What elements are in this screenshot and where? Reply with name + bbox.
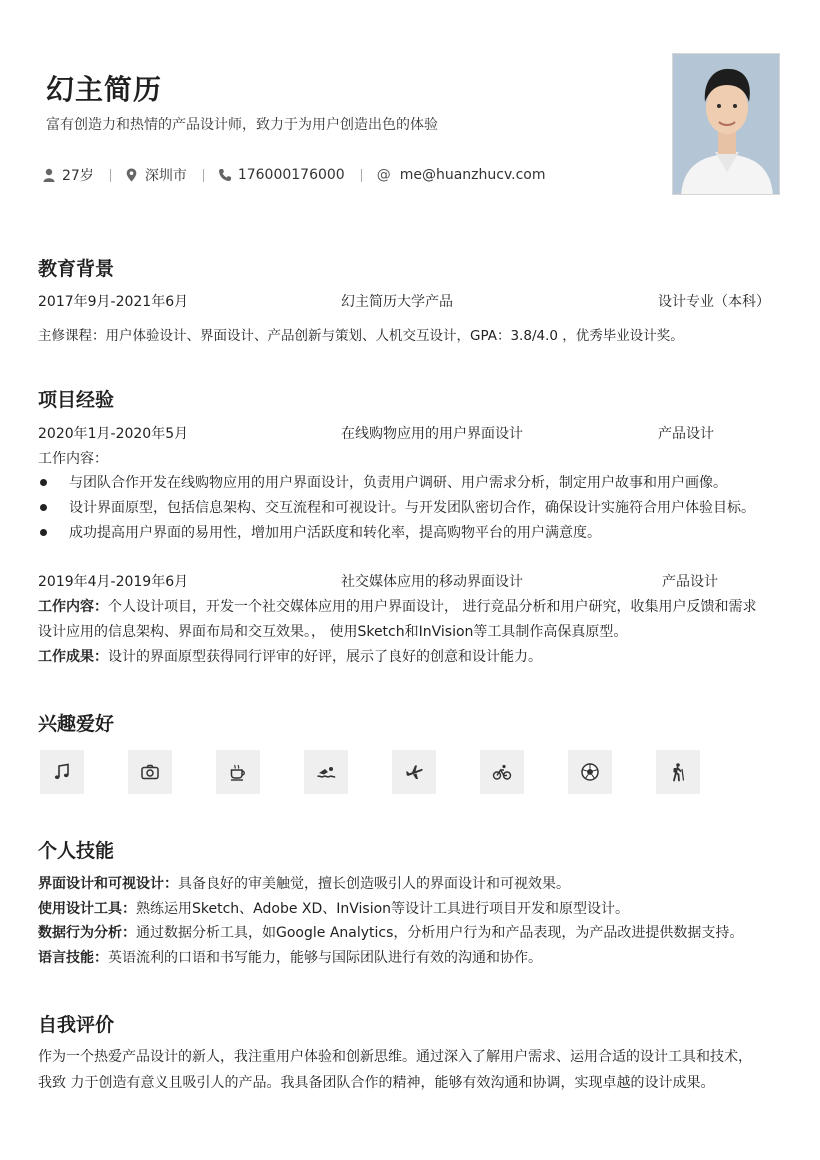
- coffee-icon: [228, 762, 248, 782]
- project2-result: [38, 646, 542, 666]
- education-school: 幻主简历大学产品: [341, 294, 453, 310]
- contact-age: [42, 165, 94, 185]
- contact-phone[interactable]: [218, 167, 345, 183]
- project1-period: 2020年1月-2020年5月: [38, 426, 189, 442]
- project1-work-label: 工作内容：: [38, 451, 108, 467]
- profile-photo: [672, 53, 780, 195]
- location-pin-icon: [125, 168, 139, 182]
- self-eval-text-line2: 我致 力于创造有意义且吸引人的产品。我具备团队合作的精神，能够有效沟通和协调，实现卓越的设计成果。: [38, 1075, 715, 1091]
- phone-icon: [218, 168, 232, 182]
- section-title-self-eval: 自我评价: [38, 1014, 115, 1036]
- divider: [110, 169, 111, 182]
- project1-bullet-text: 与团队合作开发在线购物应用的用户界面设计，负责用户调研、用户需求分析，制定用户故事和用户画像。: [69, 475, 727, 491]
- age-text: 27岁: [62, 168, 94, 184]
- hobby-soccer: [568, 750, 612, 794]
- project1-bullet-text: 设计界面原型，包括信息架构、交互流程和可视设计。与开发团队密切合作，确保设计实施符合用户体验目标。: [69, 500, 755, 516]
- at-icon: @: [376, 167, 391, 183]
- section-title-education: 教育背景: [38, 258, 115, 280]
- skill-item: [38, 898, 629, 918]
- list-item: [38, 497, 755, 517]
- education-major: 设计专业（本科）: [658, 294, 770, 310]
- project2-result-text: 设计的界面原型获得同行评审的好评，展示了良好的创意和设计能力。: [108, 649, 542, 665]
- project1-bullet-text: 成功提高用户界面的易用性，增加用户活跃度和转化率，提高购物平台的用户满意度。: [69, 525, 601, 541]
- skill-label: 数据行为分析：: [38, 925, 136, 941]
- soccer-icon: [580, 762, 600, 782]
- divider: [361, 169, 362, 182]
- contact-city: [125, 165, 187, 185]
- divider: [203, 169, 204, 182]
- list-item: [38, 472, 727, 492]
- resume-tagline: 富有创造力和热情的产品设计师，致力于为用户创造出色的体验: [46, 117, 438, 133]
- camera-icon: [140, 762, 160, 782]
- skill-text: 通过数据分析工具，如Google Analytics，分析用户行为和产品表现，为产品改进提供数据支持。: [136, 925, 744, 941]
- education-courses: 主修课程：用户体验设计、界面设计、产品创新与策划、人机交互设计，GPA：3.8/4.0 ，优秀毕业设计奖。: [38, 328, 684, 344]
- list-item: [38, 522, 601, 542]
- bullet-icon: [40, 504, 47, 511]
- self-eval-text-line1: 作为一个热爱产品设计的新人，我注重用户体验和创新思维。通过深入了解用户需求、运用合适的设计工具和技术，: [38, 1049, 752, 1065]
- skill-text: 熟练运用Sketch、Adobe XD、InVision等设计工具进行项目开发和原型设计。: [136, 901, 630, 917]
- project2-role: 产品设计: [662, 574, 718, 590]
- hobby-swimming: [304, 750, 348, 794]
- skill-item: [38, 947, 542, 967]
- phone-text: 176000176000: [237, 167, 345, 183]
- section-title-projects: 项目经验: [38, 389, 115, 411]
- skill-text: 具备良好的审美触觉，擅长创造吸引人的界面设计和可视效果。: [178, 876, 570, 892]
- section-title-skills: 个人技能: [38, 840, 115, 862]
- project2-work: [38, 596, 756, 616]
- project1-role: 产品设计: [658, 426, 714, 442]
- airplane-icon: [404, 762, 424, 782]
- project1-name: 在线购物应用的用户界面设计: [341, 426, 523, 442]
- hobby-travel: [392, 750, 436, 794]
- education-period: 2017年9月-2021年6月: [38, 294, 189, 310]
- bullet-icon: [40, 479, 47, 486]
- project2-work-label: 工作内容：: [38, 599, 108, 615]
- skill-text: 英语流利的口语和书写能力，能够与国际团队进行有效的沟通和协作。: [108, 950, 542, 966]
- skill-item: [38, 922, 743, 942]
- project2-work-text: 个人设计项目，开发一个社交媒体应用的用户界面设计， 进行竞品分析和用户研究，收集用户反馈和需求: [108, 599, 757, 615]
- hobby-coffee: [216, 750, 260, 794]
- hobby-photography: [128, 750, 172, 794]
- project2-result-label: 工作成果：: [38, 649, 108, 665]
- hobby-hiking: [656, 750, 700, 794]
- project2-period: 2019年4月-2019年6月: [38, 574, 189, 590]
- skill-label: 使用设计工具：: [38, 901, 136, 917]
- hobby-cycling: [480, 750, 524, 794]
- skill-label: 语言技能：: [38, 950, 108, 966]
- cycling-icon: [492, 762, 512, 782]
- swimming-icon: [316, 762, 336, 782]
- contact-bar: [42, 164, 546, 186]
- bullet-icon: [40, 529, 47, 536]
- contact-email[interactable]: [376, 167, 546, 183]
- email-text: me@huanzhucv.com: [399, 167, 546, 183]
- hobby-music: [40, 750, 84, 794]
- project2-name: 社交媒体应用的移动界面设计: [341, 574, 523, 590]
- skill-label: 界面设计和可视设计：: [38, 876, 178, 892]
- section-title-hobbies: 兴趣爱好: [38, 713, 115, 735]
- person-icon: [42, 168, 56, 182]
- project2-work-continued: 设计应用的信息架构、界面布局和交互效果。， 使用Sketch和InVision等工具制作高保真原型。: [38, 624, 628, 640]
- city-text: 深圳市: [144, 168, 187, 184]
- skill-item: [38, 873, 570, 893]
- resume-name: 幻主简历: [46, 73, 163, 106]
- music-icon: [52, 762, 72, 782]
- hiking-icon: [668, 762, 688, 782]
